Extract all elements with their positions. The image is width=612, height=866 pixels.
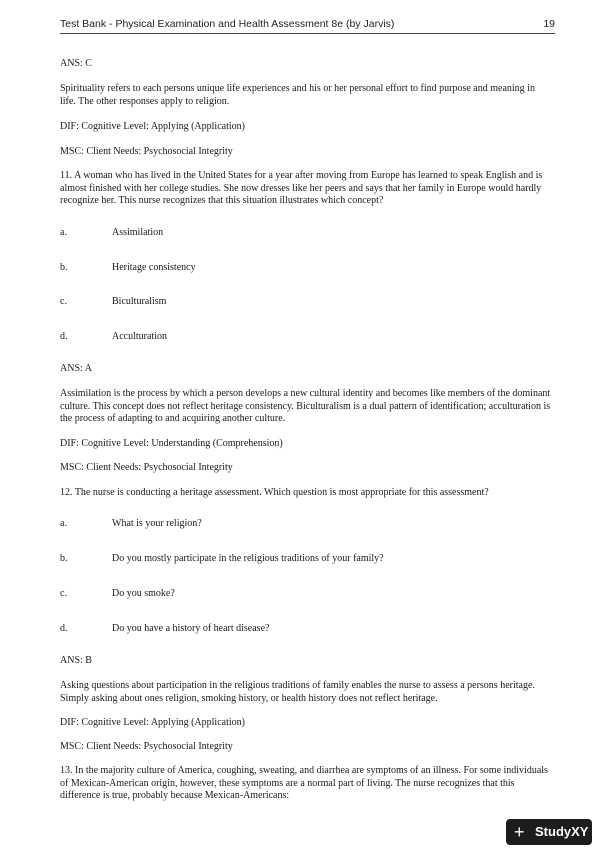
plus-icon: + [514,822,525,842]
option-text: Do you smoke? [112,588,175,599]
option-letter: b. [60,262,68,273]
rationale: Asking questions about participation in the religious traditions of family enables the nurse to assess a persons heritage. Simply asking about ones religion, smoking history, or health history does not reflect heritage. [60,680,535,704]
option-text: Biculturalism [112,296,167,307]
question-stem: 11. A woman who has lived in the United States for a year after moving from Europe has learned to speak English and is almost finished with her college studies. She now dresses like her peers and says that her family in Europe would hardly recognize her. This nurse recognizes that this situation illustrates which concept? [60,170,543,206]
difficulty-level: DIF: Cognitive Level: Applying (Application) [60,717,245,728]
difficulty-level: DIF: Cognitive Level: Understanding (Comprehension) [60,438,283,449]
page-number: 19 [543,18,555,30]
client-needs: MSC: Client Needs: Psychosocial Integrity [60,462,233,473]
option-letter: c. [60,588,67,599]
badge-label: StudyXY [535,824,589,839]
option-letter: a. [60,518,67,529]
rationale: Spirituality refers to each persons unique life experiences and his or her personal effort to find purpose and meaning in life. The other responses apply to religion. [60,83,535,107]
option-letter: c. [60,296,67,307]
option-letter: d. [60,623,68,634]
rationale: Assimilation is the process by which a person develops a new cultural identity and becomes like members of the dominant culture. This concept does not reflect heritage consistency. Biculturalism is a dual pattern of identification; acculturation is the process of adapting to and acquiring another culture. [60,388,551,424]
client-needs: MSC: Client Needs: Psychosocial Integrity [60,146,233,157]
answer-key: ANS: B [60,655,92,666]
difficulty-level: DIF: Cognitive Level: Applying (Application) [60,121,245,132]
option-text: What is your religion? [112,518,202,529]
answer-key: ANS: A [60,363,92,374]
option-text: Acculturation [112,331,167,342]
option-text: Heritage consistency [112,262,196,273]
option-letter: d. [60,331,68,342]
page-header [60,17,555,34]
option-text: Assimilation [112,227,164,238]
document-title: Test Bank - Physical Examination and Health Assessment 8e (by Jarvis) [60,18,395,30]
option-text: Do you have a history of heart disease? [112,623,270,634]
option-text: Do you mostly participate in the religious traditions of your family? [112,553,384,564]
question-stem: 13. In the majority culture of America, coughing, sweating, and diarrhea are symptoms of an illness. For some individuals of Mexican-American origin, however, these symptoms are a normal part of living. The nurse recognizes that this difference is true, probably because Mexican-Americans: [60,765,548,801]
option-letter: b. [60,553,68,564]
client-needs: MSC: Client Needs: Psychosocial Integrity [60,741,233,752]
answer-key: ANS: C [60,58,92,69]
question-stem: 12. The nurse is conducting a heritage assessment. Which question is most appropriate for this assessment? [60,487,489,498]
option-letter: a. [60,227,67,238]
studyxy-badge[interactable] [506,819,592,845]
